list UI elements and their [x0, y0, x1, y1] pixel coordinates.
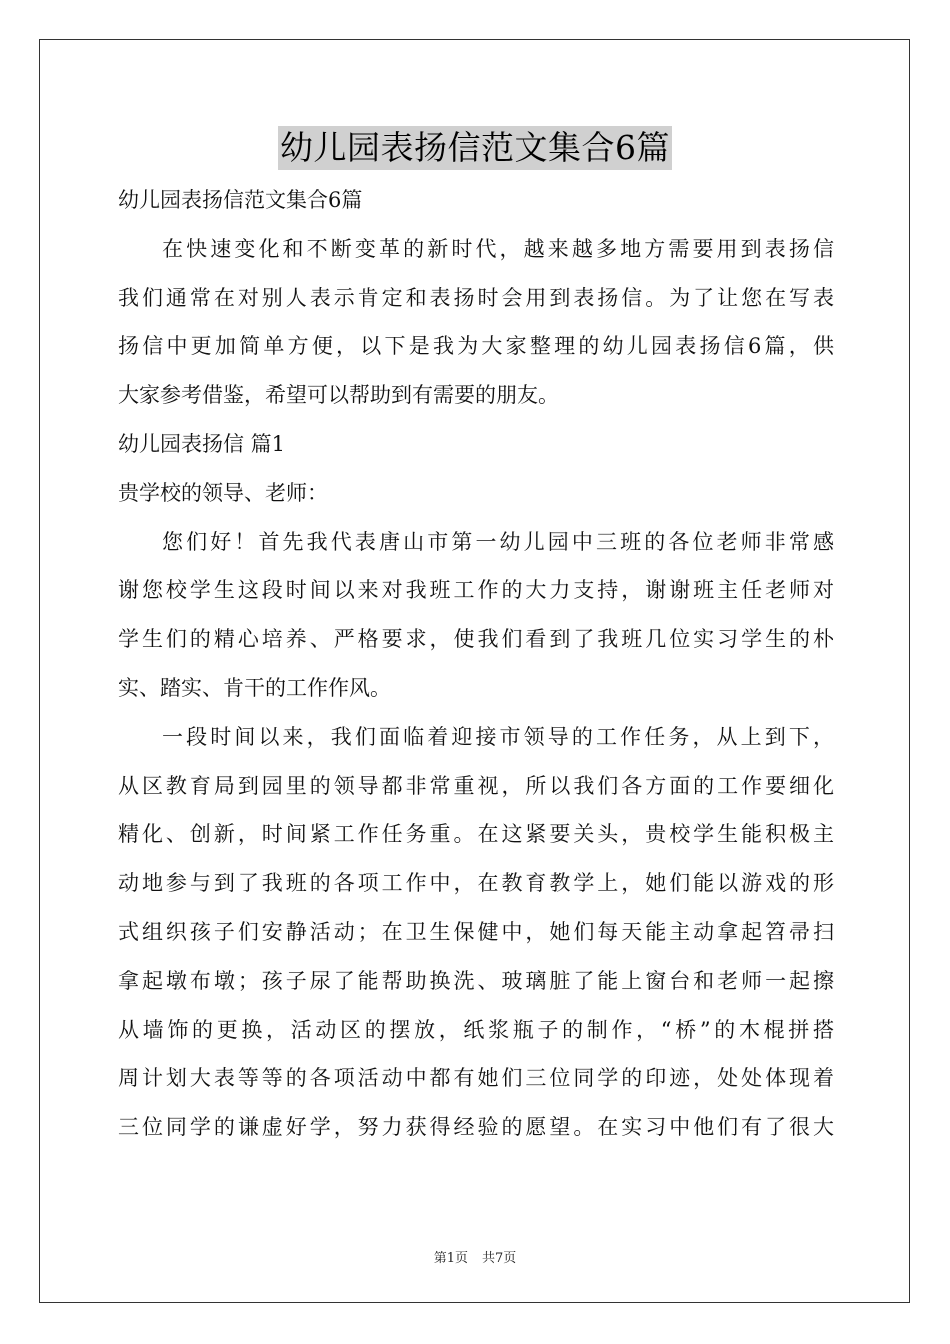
text-line: 从墙饰的更换，活动区的摆放，纸浆瓶子的制作，“桥”的木棍拼搭 [118, 1017, 834, 1042]
text-line: 精化、创新，时间紧工作任务重。在这紧要关头，贵校学生能积极主 [118, 822, 834, 847]
text-line: 谢您校学生这段时间以来对我班工作的大力支持，谢谢班主任老师对 [118, 578, 834, 603]
text-line: 拿起墩布墩；孩子尿了能帮助换洗、玻璃脏了能上窗台和老师一起擦 [118, 968, 834, 993]
text-line: 大家参考借鉴，希望可以帮助到有需要的朋友。 [118, 383, 559, 408]
text-line: 实、踏实、肯干的工作作风。 [118, 675, 391, 700]
text-line: 一段时间以来，我们面临着迎接市领导的工作任务，从上到下， [162, 724, 834, 749]
text-line: 动地参与到了我班的各项工作中，在教育教学上，她们能以游戏的形 [118, 871, 834, 896]
text-line: 您们好！首先我代表唐山市第一幼儿园中三班的各位老师非常感 [162, 529, 834, 554]
text-line: 三位同学的谦虚好学，努力获得经验的愿望。在实习中他们有了很大 [118, 1115, 834, 1140]
page-number-current: 第1页 [433, 1251, 468, 1266]
text-line: 幼儿园表扬信范文集合6篇 [118, 188, 363, 212]
text-line: 扬信中更加简单方便，以下是我为大家整理的幼儿园表扬信6篇，供 [118, 334, 834, 359]
text-line: 在快速变化和不断变革的新时代，越来越多地方需要用到表扬信 [162, 236, 834, 261]
document-body [118, 176, 834, 1152]
document-title: 幼儿园表扬信范文集合6篇 [278, 126, 672, 170]
text-line: 幼儿园表扬信 篇1 [118, 431, 286, 456]
text-line: 学生们的精心培养、严格要求，使我们看到了我班几位实习学生的朴 [118, 627, 834, 652]
text-line: 式组织孩子们安静活动；在卫生保健中，她们每天能主动拿起笤帚扫 [118, 919, 834, 944]
page-number-total: 共7页 [482, 1251, 517, 1266]
title-container [0, 126, 950, 170]
text-line: 周计划大表等等的各项活动中都有她们三位同学的印迹，处处体现着 [118, 1066, 834, 1091]
text-line: 贵学校的领导、老师： [118, 480, 328, 505]
page-footer [0, 1247, 950, 1266]
text-line: 我们通常在对别人表示肯定和表扬时会用到表扬信。为了让您在写表 [118, 285, 834, 310]
text-line: 从区教育局到园里的领导都非常重视，所以我们各方面的工作要细化 [118, 773, 834, 798]
